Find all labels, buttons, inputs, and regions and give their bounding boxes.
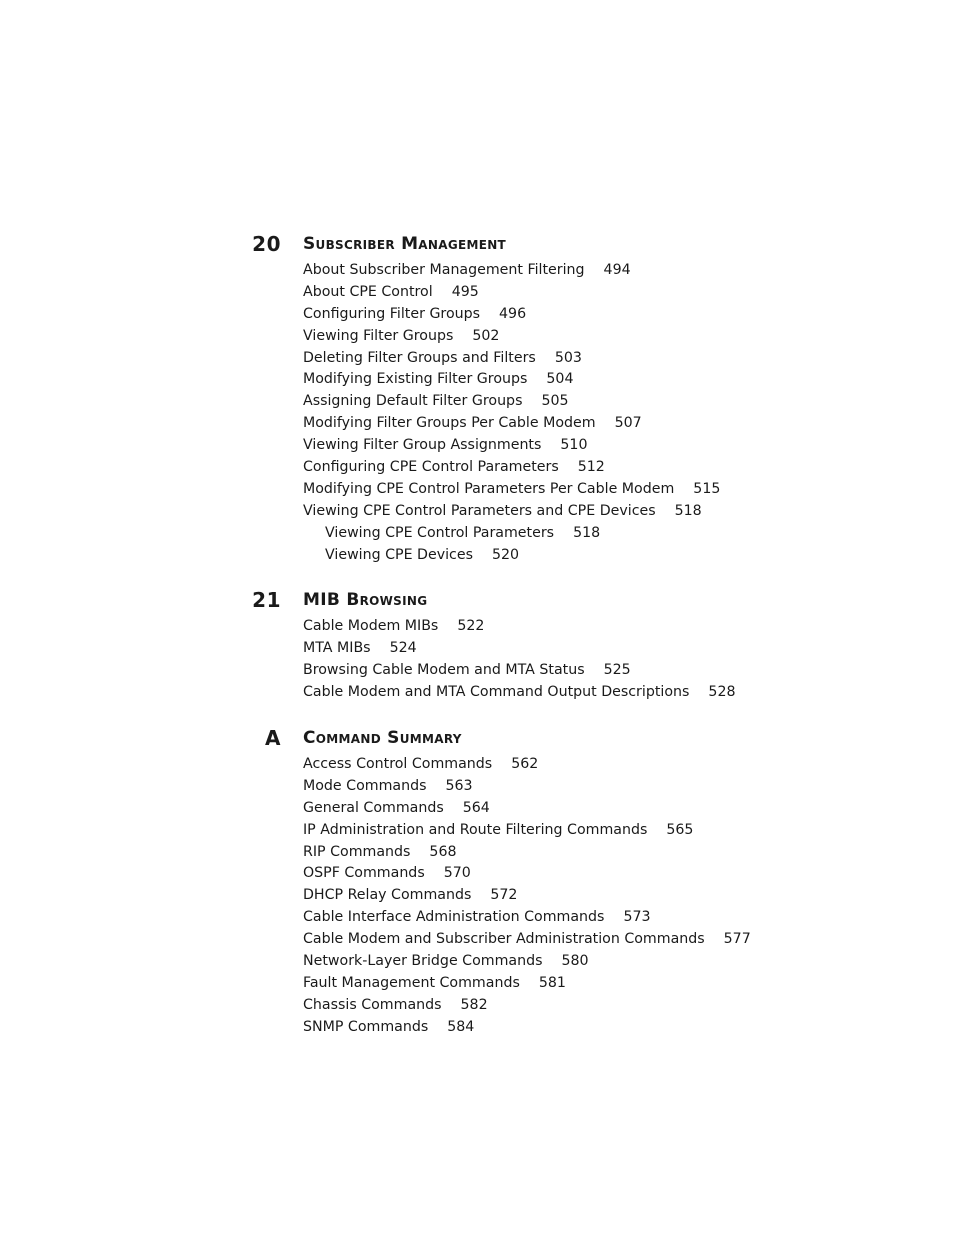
chapter-heading (0, 230, 954, 260)
toc-entry-title: Mode Commands (303, 777, 427, 794)
toc-entry[interactable] (0, 754, 954, 776)
toc-entry-page: 502 (472, 327, 500, 344)
toc-entry[interactable] (0, 682, 954, 704)
toc-entry-page: 518 (674, 502, 702, 519)
table-of-contents (0, 230, 954, 1059)
toc-entry-title: General Commands (303, 799, 444, 816)
chapter-title: Subscriber Management (303, 234, 507, 254)
toc-entry-page: 582 (460, 996, 488, 1013)
toc-entry-title: Assigning Default Filter Groups (303, 393, 523, 410)
toc-entry-title: Access Control Commands (303, 756, 493, 773)
toc-entry[interactable] (0, 1017, 954, 1039)
toc-entry-title: IP Administration and Route Filtering Commands (303, 821, 648, 838)
toc-entry-page: 564 (462, 799, 490, 816)
toc-entry-page: 496 (499, 305, 527, 322)
toc-entry-title: Modifying Existing Filter Groups (303, 371, 528, 388)
chapter-entries (0, 616, 954, 704)
toc-entry-title: RIP Commands (303, 843, 411, 860)
toc-entry-title: Modifying CPE Control Parameters Per Cable Modem (303, 480, 675, 497)
toc-entry[interactable] (0, 638, 954, 660)
toc-entry[interactable] (0, 413, 954, 435)
toc-entry[interactable] (0, 885, 954, 907)
toc-entry[interactable] (0, 995, 954, 1017)
toc-entry-title: Cable Modem MIBs (303, 618, 439, 635)
toc-entry-title: About CPE Control (303, 283, 433, 300)
toc-entry[interactable] (0, 260, 954, 282)
toc-entry[interactable] (0, 616, 954, 638)
toc-entry-title: Cable Interface Administration Commands (303, 909, 605, 926)
toc-entry[interactable] (0, 776, 954, 798)
toc-entry[interactable] (0, 820, 954, 842)
chapter-20 (0, 230, 954, 566)
toc-entry[interactable] (0, 304, 954, 326)
toc-entry-title: Fault Management Commands (303, 974, 520, 991)
toc-entry-title: Browsing Cable Modem and MTA Status (303, 662, 585, 679)
toc-entry-page: 512 (577, 459, 605, 476)
chapter-title: Command Summary (303, 728, 462, 749)
toc-entry-page: 577 (723, 931, 751, 948)
toc-entry-page: 520 (491, 546, 520, 563)
toc-entry[interactable] (0, 391, 954, 413)
toc-entry-title: Viewing Filter Groups (303, 327, 454, 344)
toc-entry-page: 565 (666, 821, 694, 838)
toc-entry-page: 505 (541, 393, 569, 410)
toc-entry-page: 573 (623, 909, 651, 926)
toc-entry[interactable] (0, 907, 954, 929)
toc-entry[interactable] (0, 457, 954, 479)
toc-entry-page: 525 (603, 662, 631, 679)
toc-entry-page: 570 (443, 865, 471, 882)
toc-entry-page: 510 (560, 437, 588, 454)
toc-entry-title: Network-Layer Bridge Commands (303, 953, 543, 970)
appendix-a (0, 724, 954, 1039)
toc-entry[interactable] (0, 798, 954, 820)
toc-entry[interactable] (0, 282, 954, 304)
toc-entry[interactable] (0, 929, 954, 951)
toc-entry-title: Cable Modem and MTA Command Output Descriptions (303, 684, 690, 701)
toc-entry-title: Viewing Filter Group Assignments (303, 437, 542, 454)
toc-entry-title: Cable Modem and Subscriber Administration Commands (303, 931, 705, 948)
chapter-title: MIB Browsing (303, 590, 428, 611)
chapter-entries (0, 260, 954, 566)
toc-entry-page: 580 (561, 953, 589, 970)
chapter-heading (0, 586, 954, 616)
toc-entry-title: Viewing CPE Control Parameters (325, 524, 555, 541)
toc-entry[interactable] (0, 842, 954, 864)
toc-entry-title: Chassis Commands (303, 996, 442, 1013)
toc-entry-title: Viewing CPE Control Parameters and CPE Devices (303, 502, 656, 519)
chapter-21 (0, 586, 954, 704)
toc-entry-page: 522 (457, 618, 485, 635)
toc-entry-title: SNMP Commands (303, 1018, 429, 1035)
chapter-number: A (265, 726, 281, 751)
toc-entry-page: 518 (573, 524, 601, 541)
toc-entry-title: Configuring CPE Control Parameters (303, 459, 559, 476)
toc-entry-title: DHCP Relay Commands (303, 887, 472, 904)
toc-entry-page: 563 (445, 777, 473, 794)
chapter-number: 20 (252, 232, 281, 256)
toc-entry[interactable] (0, 973, 954, 995)
toc-entry-page: 495 (451, 283, 479, 300)
toc-entry-title: MTA MIBs (303, 640, 371, 657)
toc-subentry[interactable] (0, 523, 954, 545)
toc-entry-page: 503 (554, 349, 582, 366)
chapter-entries (0, 754, 954, 1039)
toc-entry-page: 515 (693, 480, 721, 497)
toc-entry-page: 572 (490, 887, 518, 904)
toc-entry-page: 504 (546, 371, 574, 388)
toc-entry[interactable] (0, 479, 954, 501)
toc-entry[interactable] (0, 326, 954, 348)
toc-entry-page: 584 (447, 1018, 475, 1035)
toc-entry[interactable] (0, 501, 954, 523)
toc-entry[interactable] (0, 660, 954, 682)
toc-subentry[interactable] (0, 545, 954, 567)
toc-entry-page: 524 (389, 640, 417, 657)
toc-entry-title: Deleting Filter Groups and Filters (303, 349, 536, 366)
toc-entry-title: Configuring Filter Groups (303, 305, 481, 322)
toc-entry[interactable] (0, 369, 954, 391)
toc-entry-page: 562 (511, 756, 539, 773)
toc-entry[interactable] (0, 348, 954, 370)
toc-entry[interactable] (0, 951, 954, 973)
toc-entry[interactable] (0, 435, 954, 457)
toc-entry-title: OSPF Commands (303, 865, 425, 882)
chapter-heading (0, 724, 954, 754)
toc-entry-title: Modifying Filter Groups Per Cable Modem (303, 415, 596, 432)
chapter-number: 21 (252, 588, 281, 613)
toc-entry[interactable] (0, 863, 954, 885)
toc-entry-page: 507 (614, 415, 642, 432)
toc-entry-page: 528 (708, 684, 736, 701)
toc-entry-page: 494 (603, 262, 631, 278)
toc-entry-page: 581 (538, 974, 566, 991)
toc-entry-title: About Subscriber Management Filtering (303, 262, 585, 278)
toc-entry-page: 568 (429, 843, 457, 860)
toc-entry-title: Viewing CPE Devices (325, 546, 473, 563)
